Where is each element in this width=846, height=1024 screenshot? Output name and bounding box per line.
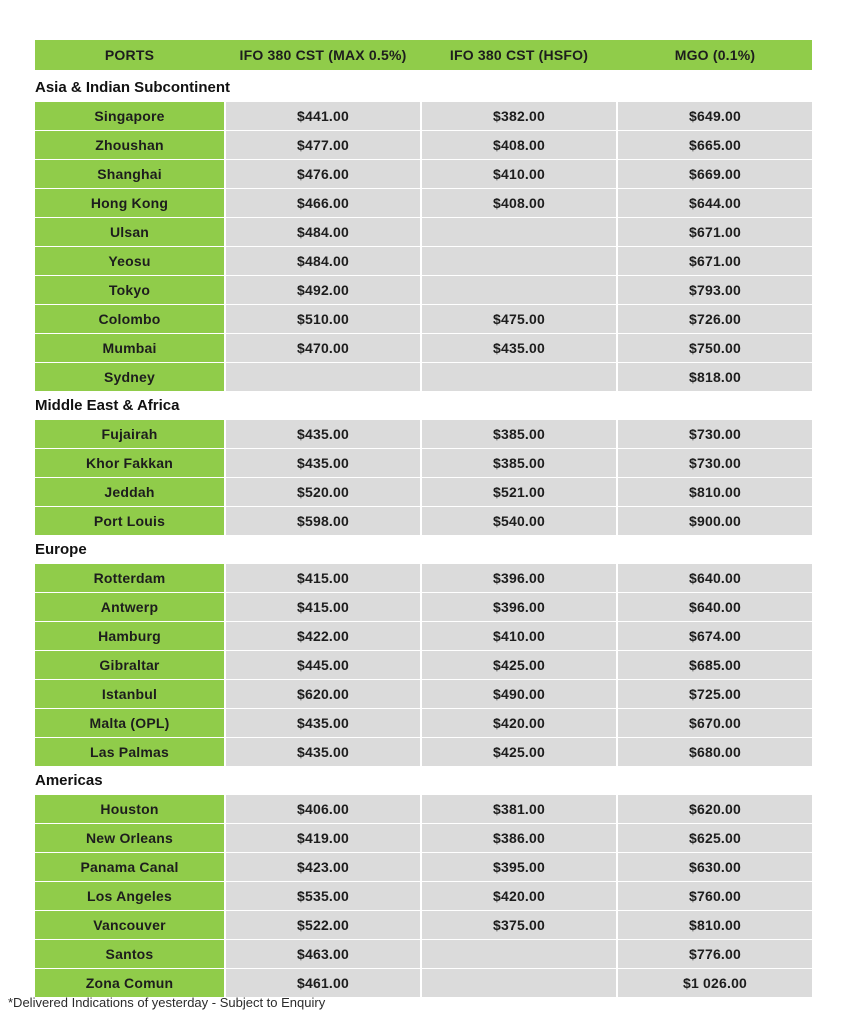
price-cell: $466.00 (226, 189, 420, 217)
price-cell: $685.00 (618, 651, 812, 679)
price-cell: $477.00 (226, 131, 420, 159)
port-cell: Fujairah (35, 420, 224, 448)
price-cell: $521.00 (422, 478, 616, 506)
price-cell: $665.00 (618, 131, 812, 159)
price-cell: $475.00 (422, 305, 616, 333)
price-cell: $1 026.00 (618, 969, 812, 997)
price-cell: $680.00 (618, 738, 812, 766)
port-cell: Yeosu (35, 247, 224, 275)
price-cell: $386.00 (422, 824, 616, 852)
port-cell: Antwerp (35, 593, 224, 621)
table-row (35, 420, 812, 448)
price-cell: $640.00 (618, 593, 812, 621)
price-cell: $818.00 (618, 363, 812, 391)
table-header-row (35, 40, 812, 70)
table-row (35, 853, 812, 881)
table-row (35, 102, 812, 130)
price-cell: $510.00 (226, 305, 420, 333)
port-cell: Sydney (35, 363, 224, 391)
port-cell: Istanbul (35, 680, 224, 708)
price-cell (422, 247, 616, 275)
price-cell: $640.00 (618, 564, 812, 592)
price-cell: $492.00 (226, 276, 420, 304)
price-cell: $725.00 (618, 680, 812, 708)
price-cell: $410.00 (422, 160, 616, 188)
port-cell: Ulsan (35, 218, 224, 246)
table-row (35, 363, 812, 391)
port-cell: Rotterdam (35, 564, 224, 592)
price-cell: $395.00 (422, 853, 616, 881)
price-cell: $671.00 (618, 218, 812, 246)
price-cell (422, 969, 616, 997)
column-header-mgo: MGO (0.1%) (674, 47, 756, 63)
price-cell: $470.00 (226, 334, 420, 362)
table-row (35, 160, 812, 188)
column-header-ports: PORTS (104, 47, 155, 63)
price-cell: $535.00 (226, 882, 420, 910)
price-cell: $620.00 (226, 680, 420, 708)
table-row (35, 478, 812, 506)
price-cell: $415.00 (226, 564, 420, 592)
price-cell: $422.00 (226, 622, 420, 650)
section-label: Asia & Indian Subcontinent (35, 79, 231, 96)
port-cell: Mumbai (35, 334, 224, 362)
price-cell: $445.00 (226, 651, 420, 679)
table-row (35, 882, 812, 910)
port-cell: Panama Canal (35, 853, 224, 881)
price-cell: $406.00 (226, 795, 420, 823)
price-cell: $630.00 (618, 853, 812, 881)
section-label: Europe (35, 541, 87, 558)
price-cell: $490.00 (422, 680, 616, 708)
price-cell (226, 363, 420, 391)
table-row (35, 564, 812, 592)
price-cell: $520.00 (226, 478, 420, 506)
port-cell: Santos (35, 940, 224, 968)
price-cell: $425.00 (422, 738, 616, 766)
price-cell: $750.00 (618, 334, 812, 362)
table-row (35, 334, 812, 362)
price-cell: $598.00 (226, 507, 420, 535)
price-cell: $476.00 (226, 160, 420, 188)
table-row (35, 593, 812, 621)
section-label: Americas (35, 772, 103, 789)
price-cell (422, 218, 616, 246)
price-cell (422, 363, 616, 391)
column-header-ifo380-max05: IFO 380 CST (MAX 0.5%) (239, 47, 407, 63)
price-cell: $730.00 (618, 449, 812, 477)
price-cell: $375.00 (422, 911, 616, 939)
table-row (35, 507, 812, 535)
price-cell: $730.00 (618, 420, 812, 448)
price-cell: $674.00 (618, 622, 812, 650)
table-row (35, 824, 812, 852)
price-cell: $419.00 (226, 824, 420, 852)
price-cell: $540.00 (422, 507, 616, 535)
port-cell: Malta (OPL) (35, 709, 224, 737)
price-cell: $435.00 (226, 709, 420, 737)
port-cell: New Orleans (35, 824, 224, 852)
port-cell: Singapore (35, 102, 224, 130)
port-cell: Colombo (35, 305, 224, 333)
price-cell: $625.00 (618, 824, 812, 852)
port-cell: Las Palmas (35, 738, 224, 766)
price-cell: $410.00 (422, 622, 616, 650)
price-cell: $408.00 (422, 189, 616, 217)
price-cell: $435.00 (226, 420, 420, 448)
port-cell: Vancouver (35, 911, 224, 939)
price-cell: $385.00 (422, 420, 616, 448)
price-cell: $793.00 (618, 276, 812, 304)
footnote: *Delivered Indications of yesterday - Subject to Enquiry (8, 995, 326, 1010)
table-row (35, 247, 812, 275)
port-cell: Zona Comun (35, 969, 224, 997)
price-cell: $423.00 (226, 853, 420, 881)
price-cell: $420.00 (422, 882, 616, 910)
price-cell: $463.00 (226, 940, 420, 968)
price-cell: $620.00 (618, 795, 812, 823)
price-cell: $396.00 (422, 593, 616, 621)
table-row (35, 680, 812, 708)
price-cell: $671.00 (618, 247, 812, 275)
table-row (35, 305, 812, 333)
price-cell: $644.00 (618, 189, 812, 217)
price-cell: $381.00 (422, 795, 616, 823)
price-cell: $810.00 (618, 911, 812, 939)
table-row (35, 276, 812, 304)
price-cell: $776.00 (618, 940, 812, 968)
price-cell: $382.00 (422, 102, 616, 130)
price-cell: $435.00 (226, 449, 420, 477)
price-cell: $726.00 (618, 305, 812, 333)
table-row (35, 969, 812, 997)
price-cell: $425.00 (422, 651, 616, 679)
table-row (35, 622, 812, 650)
section-label: Middle East & Africa (35, 397, 180, 414)
table-row (35, 911, 812, 939)
price-cell: $385.00 (422, 449, 616, 477)
price-cell: $484.00 (226, 218, 420, 246)
price-cell: $810.00 (618, 478, 812, 506)
table-row (35, 651, 812, 679)
price-cell: $522.00 (226, 911, 420, 939)
price-cell: $760.00 (618, 882, 812, 910)
price-cell: $415.00 (226, 593, 420, 621)
table-row (35, 709, 812, 737)
price-cell (422, 276, 616, 304)
price-cell: $408.00 (422, 131, 616, 159)
table-row (35, 738, 812, 766)
table-row (35, 940, 812, 968)
price-cell: $484.00 (226, 247, 420, 275)
port-cell: Houston (35, 795, 224, 823)
price-cell: $435.00 (226, 738, 420, 766)
table-row (35, 131, 812, 159)
table-row (35, 795, 812, 823)
port-cell: Jeddah (35, 478, 224, 506)
port-cell: Zhoushan (35, 131, 224, 159)
price-cell: $900.00 (618, 507, 812, 535)
port-cell: Hong Kong (35, 189, 224, 217)
price-table (35, 40, 812, 998)
port-cell: Port Louis (35, 507, 224, 535)
price-cell: $441.00 (226, 102, 420, 130)
price-cell (422, 940, 616, 968)
price-cell: $396.00 (422, 564, 616, 592)
price-cell: $669.00 (618, 160, 812, 188)
price-cell: $435.00 (422, 334, 616, 362)
port-cell: Los Angeles (35, 882, 224, 910)
port-cell: Tokyo (35, 276, 224, 304)
port-cell: Hamburg (35, 622, 224, 650)
column-header-ifo380-hsfo: IFO 380 CST (HSFO) (449, 47, 589, 63)
port-cell: Gibraltar (35, 651, 224, 679)
table-row (35, 189, 812, 217)
table-row (35, 449, 812, 477)
price-cell: $670.00 (618, 709, 812, 737)
price-cell: $461.00 (226, 969, 420, 997)
port-cell: Shanghai (35, 160, 224, 188)
price-cell: $649.00 (618, 102, 812, 130)
table-row (35, 218, 812, 246)
table-body (35, 74, 812, 997)
port-cell: Khor Fakkan (35, 449, 224, 477)
price-cell: $420.00 (422, 709, 616, 737)
